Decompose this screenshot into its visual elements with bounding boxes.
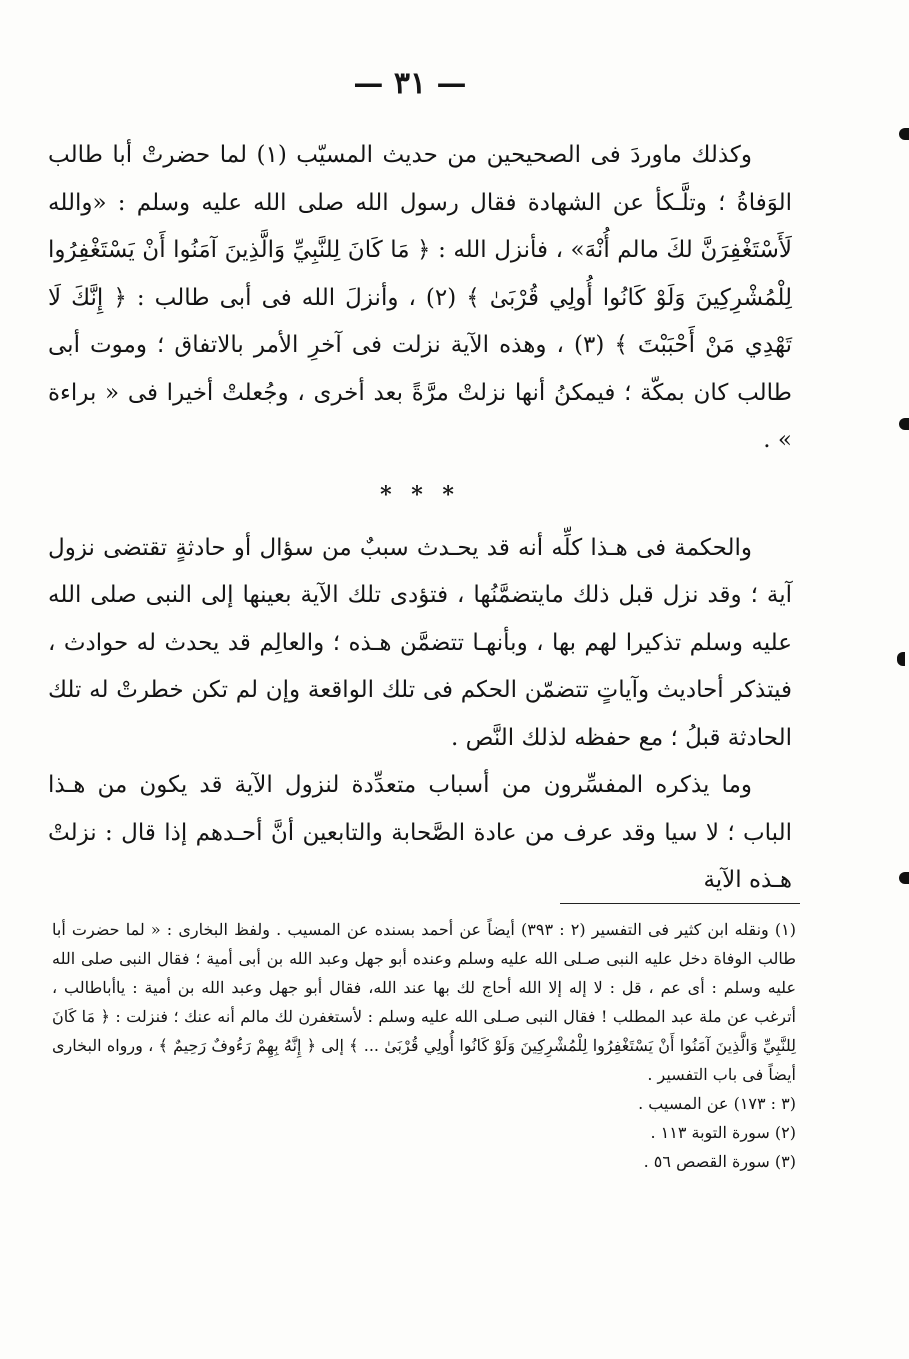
scan-edge-mark <box>897 652 905 666</box>
scan-edge-mark <box>899 128 909 140</box>
footnote-1-tail: (٣ : ١٧٣) عن المسيب . <box>638 1094 796 1113</box>
footnote-2: (٢) سورة التوبة ١١٣ . <box>650 1123 796 1142</box>
paragraph-1: وكذلك ماوردَ فى الصحيحين من حديث المسيّب (١) لما حضرتْ أبا طالب الوَفاةُ ؛ وتلَّـكأ عن الشهادة فقال رسول الله صلى الله عليه وسلم : «والله لَأَسْتَغْفِرَنَّ لكَ مالم أُنْهَ» ، فأنزل الله : ﴿ مَا كَانَ لِلنَّبِيِّ وَالَّذِينَ آمَنُوا أَنْ يَسْتَغْفِرُوا لِلْمُشْرِكِينَ وَلَوْ كَانُوا أُولِي قُرْبَىٰ ﴾ (٢) ، وأنزلَ الله فى أبى طالب : ﴿ إِنَّكَ لَا تَهْدِي مَنْ أَحْبَبْتَ ﴾ (٣) ، وهذه الآية نزلت فى آخرِ الأمر بالاتفاق ؛ وموت أبى طالب كان بمكّة ؛ فيمكنُ أنها نزلتْ مرَّةً بعد أخرى ، وجُعلتْ أخيرا فى « براءة » . <box>48 142 793 453</box>
paragraph-3: وما يذكره المفسِّرون من أسباب متعدِّدة لنزول الآية قد يكون من هـذا الباب ؛ لا سيا وقد عرف من عادة الصَّحابة والتابعين أنَّ أحـدهم إذا قال : نزلتْ هـذه الآية <box>48 772 792 893</box>
footnote-divider <box>560 903 800 904</box>
page-number: — ٣١ — <box>353 66 467 101</box>
footnote-1: (١) ونقله ابن كثير فى التفسير (٢ : ٣٩٣) أيضاً عن أحمد بسنده عن المسيب . ولفظ البخارى : « لما حضرت أبا طالب الوفاة دخل عليه النبى صـلى الله عليه وسلم وعنده أبو جهل وعبد الله بن أبى أمية ؛ فقال النبى صلى الله عليه وسلم : أى عم ، قل : لا إله إلا الله أحاج لك بها عند الله، فقال أبو جهل وعبد الله بن أمية : ياأباطالب ، أترغب عن ملة عبد المطلب ! فقال النبى صـلى الله عليه وسلم : لأستغفرن لك مالم أنه عنك ؛ فنزلت : ﴿ مَا كَانَ لِلنَّبِيِّ وَالَّذِينَ آمَنُوا أَنْ يَسْتَغْفِرُوا لِلْمُشْرِكِينَ وَلَوْ كَانُوا أُولِي قُرْبَىٰ ... ﴾ إلى ﴿ إِنَّهُ بِهِمْ رَءُوفٌ رَحِيمٌ ﴾ ، ورواه البخارى أيضاً فى باب التفسير . <box>52 920 797 1084</box>
footnote-3: (٣) سورة القصص ٥٦ . <box>643 1152 796 1171</box>
section-separator: * * * <box>380 481 460 508</box>
footnotes <box>52 915 796 1176</box>
scan-edge-mark <box>899 872 909 884</box>
main-text <box>48 132 792 905</box>
paragraph-2: والحكمة فى هـذا كلِّه أنه قد يحـدث سببٌ من سؤال أو حادثةٍ تقتضى نزول آية ؛ وقد نزل قبل ذلك مايتضمَّنُها ، فتؤدى تلك الآية بعينها إلى النبى صلى الله عليه وسلم تذكيرا لهم بها ، وبأنهـا تتضمَّن هـذه ؛ والعالِم قد يحدث له حوادث ، فيتذكر أحاديث وآياتٍ تتضمّن الحكم فى تلك الواقعة وإن لم تكن خطرتْ له تلك الحادثة قبلُ ؛ مع حفظه لذلك النَّص . <box>48 534 792 751</box>
scan-edge-mark <box>899 418 909 430</box>
